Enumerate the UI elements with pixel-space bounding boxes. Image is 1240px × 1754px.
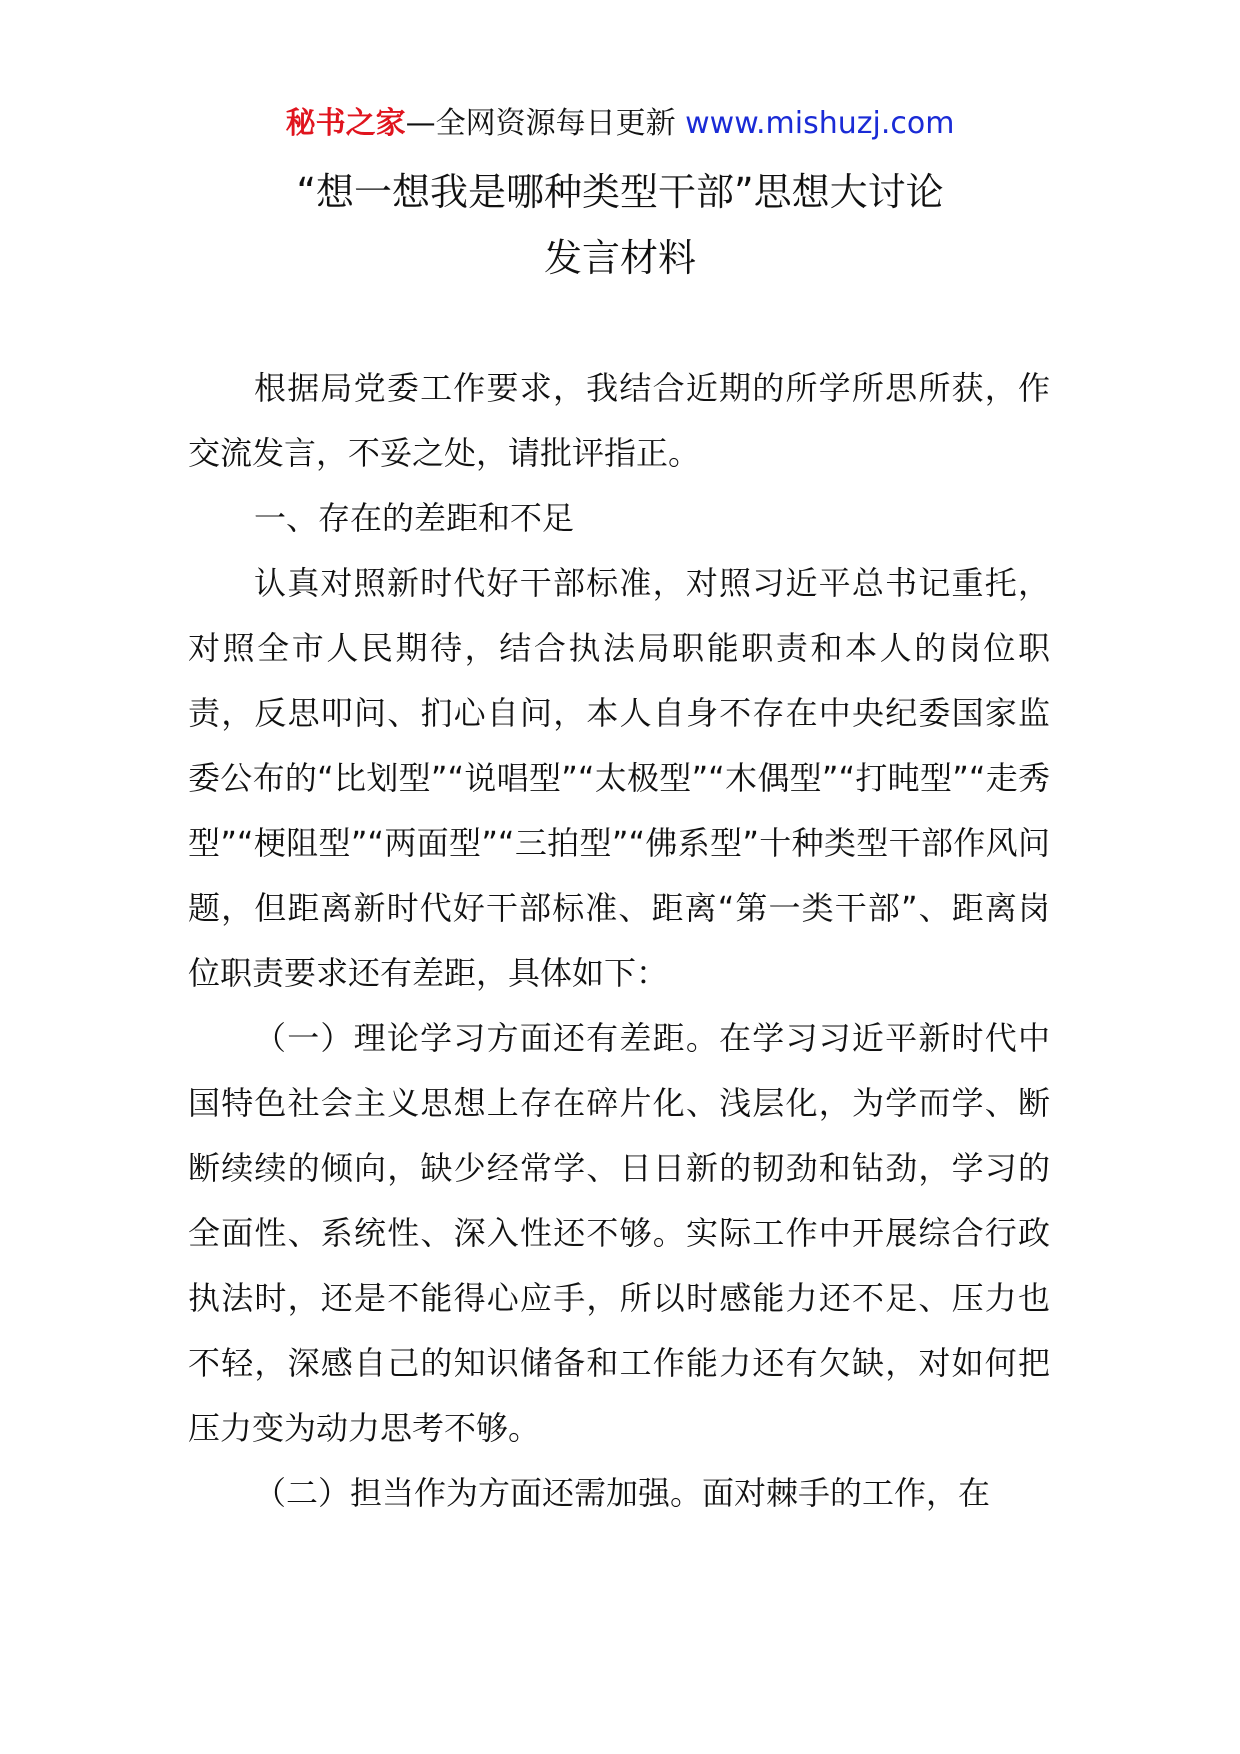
body-paragraph: （二）担当作为方面还需加强。面对棘手的工作，在 [254, 1474, 991, 1512]
site-brand: 秘书之家 [285, 106, 406, 141]
site-tagline: —全网资源每日更新 [405, 106, 676, 141]
body-paragraph: （一）理论学习方面还有差距。在学习习近平新时代中国特色社会主义思想上存在碎片化、浅层化，为学而学、断断续续的倾向，缺少经常学、日日新的韧劲和钻劲，学习的全面性、系统性、深入性还不够。实际工作中开展综合行政执法时，还是不能得心应手，所以时感能力还不足、压力也不轻，深感自己的知识储备和工作能力还有欠缺，对如何把压力变为动力思考不够。 [188, 1019, 1050, 1447]
section-heading: 一、存在的差距和不足 [254, 499, 575, 537]
site-header [0, 104, 1240, 144]
document-title-line-2: 发言材料 [543, 236, 696, 280]
site-url-link[interactable]: www.mishuzj.com [685, 106, 955, 141]
document-title-line-1: “想一想我是哪种类型干部”思想大讨论 [296, 170, 944, 214]
intro-paragraph: 根据局党委工作要求，我结合近期的所学所思所获，作交流发言，不妥之处，请批评指正。 [188, 369, 1050, 472]
document-body [188, 356, 1050, 1526]
body-paragraph: 认真对照新时代好干部标准，对照习近平总书记重托，对照全市人民期待，结合执法局职能职责和本人的岗位职责，反思叩问、扪心自问，本人自身不存在中央纪委国家监委公布的“比划型”“说唱型”“太极型”“木偶型”“打盹型”“走秀型”“梗阻型”“两面型”“三拍型”“佛系型”十种类型干部作风问题，但距离新时代好干部标准、距离“第一类干部”、距离岗位职责要求还有差距，具体如下： [188, 564, 1050, 992]
